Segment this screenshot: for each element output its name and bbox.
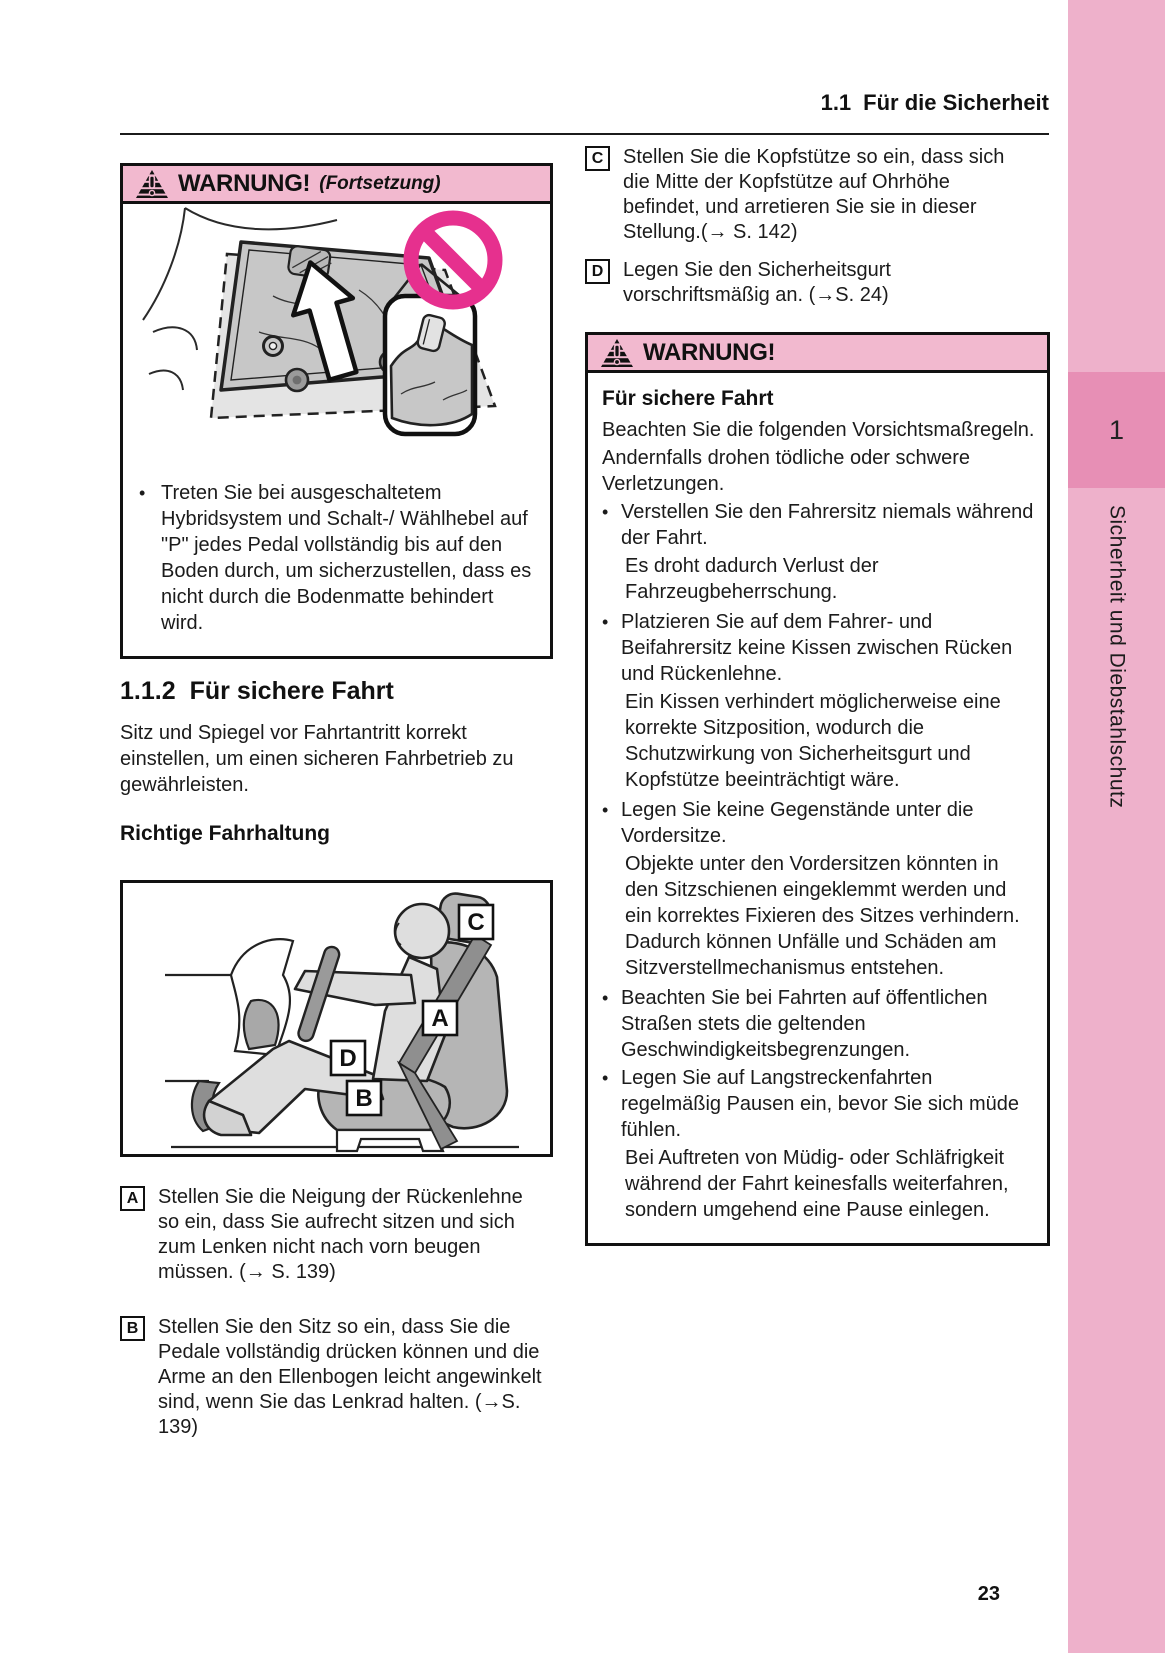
warning-bullet: • Verstellen Sie den Fahrersitz niemals während der Fahrt. bbox=[602, 501, 1034, 549]
chapter-sidebar bbox=[1068, 0, 1165, 1653]
section-title: Für sichere Fahrt bbox=[189, 677, 394, 705]
warning-bullet-detail: Bei Auftreten von Müdig- oder Schläfrigkeit während der Fahrt keinesfalls weiterfahren, sondern umgehend eine Pause einlegen. bbox=[625, 1147, 1009, 1221]
chapter-label: Sicherheit und Diebstahlschutz bbox=[1105, 505, 1129, 809]
item-text-B: Stellen Sie den Sitz so ein, dass Sie die Pedale vollständig drücken können und die Arme an den Ellenbogen leicht angewinkelt sind, wenn Sie das Lenkrad halten. (→S. 139) bbox=[158, 1316, 542, 1438]
warning-triangle-icon bbox=[600, 338, 634, 368]
warning-body bbox=[588, 373, 1047, 1243]
right-column bbox=[585, 145, 1050, 1246]
chapter-number: 1 bbox=[1108, 414, 1125, 445]
section-heading bbox=[120, 677, 553, 706]
page-number: 23 bbox=[977, 1583, 1000, 1605]
warning-header bbox=[588, 335, 1047, 373]
warning-box-safe-driving bbox=[585, 332, 1050, 1246]
item-letter-B: B bbox=[120, 1316, 145, 1341]
label-C: C bbox=[467, 909, 485, 936]
bullet-marker: • bbox=[602, 988, 609, 1008]
item-text-D: Legen Sie den Sicherheitsgurt vorschriftsmäßig an. (→S. 24) bbox=[623, 259, 891, 306]
list-item-C bbox=[585, 145, 1050, 245]
list-item-A bbox=[120, 1185, 553, 1285]
warning-bullet-text: Treten Sie bei ausgeschaltetem Hybridsystem und Schalt-/ Wählhebel auf "P" jedes Pedal vollständig bis auf den Boden durch, um sicherzustellen, dass es nicht durch die Bodenmatte behindert wird. bbox=[161, 482, 532, 634]
warning-title: WARNUNG! bbox=[643, 338, 776, 366]
floor-mat-figure bbox=[123, 204, 550, 456]
left-column bbox=[120, 163, 553, 1440]
warning-subtitle: (Fortsetzung) bbox=[319, 172, 441, 194]
item-letter-C: C bbox=[585, 146, 610, 171]
item-letter-D: D bbox=[585, 259, 610, 284]
section-number: 1.1.2 bbox=[120, 677, 176, 705]
warning-triangle-icon bbox=[135, 169, 169, 199]
warning-subject-heading: Für sichere Fahrt bbox=[602, 387, 774, 410]
warning-title: WARNUNG! bbox=[178, 169, 311, 197]
item-text-C: Stellen Sie die Kopfstütze so ein, dass sich die Mitte der Kopfstütze auf Ohrhöhe befindet, und arretieren Sie sie in dieser Stellung.(→ S. 142) bbox=[623, 146, 1005, 243]
warning-header bbox=[123, 166, 550, 204]
list-item-D bbox=[585, 258, 1050, 308]
bullet-marker: • bbox=[602, 502, 609, 522]
warning-bullet: • Legen Sie keine Gegenstände unter die Vordersitze. bbox=[602, 799, 974, 847]
warning-bullet-detail: Ein Kissen verhindert möglicherweise eine korrekte Sitzposition, wodurch die Schutzwirkung von Sicherheitsgurt und Kopfstütze beeinträchtigt wäre. bbox=[625, 691, 1001, 791]
label-A: A bbox=[431, 1005, 449, 1032]
warning-bullet: • Legen Sie auf Langstreckenfahrten regelmäßig Pausen ein, bevor Sie sich müde fühlen. bbox=[602, 1067, 1019, 1141]
item-text-A: Stellen Sie die Neigung der Rückenlehne so ein, dass Sie aufrecht sitzen und sich zum Lenken nicht nach vorn beugen müssen. (→ S. 139) bbox=[158, 1186, 523, 1283]
label-B: B bbox=[355, 1085, 373, 1112]
warning-paragraph: Beachten Sie die folgenden Vorsichtsmaßregeln. bbox=[602, 419, 1035, 441]
driving-posture-figure bbox=[120, 880, 553, 1157]
subheading-fahrhaltung: Richtige Fahrhaltung bbox=[120, 822, 330, 845]
warning-box-continued bbox=[120, 163, 553, 659]
bullet-marker: • bbox=[602, 800, 609, 820]
warning-paragraph: Andernfalls drohen tödliche oder schwere Verletzungen. bbox=[602, 447, 970, 495]
bullet-marker: • bbox=[139, 483, 146, 503]
floor-mat-illustration bbox=[123, 204, 550, 456]
warning-bullet-detail: Es droht dadurch Verlust der Fahrzeugbeherrschung. bbox=[625, 555, 879, 603]
warning-bullet: • Platzieren Sie auf dem Fahrer- und Beifahrersitz keine Kissen zwischen Rücken und Rückenlehne. bbox=[602, 611, 1013, 685]
warning-bullet bbox=[123, 456, 550, 656]
page-title-number: 1.1 bbox=[820, 90, 852, 115]
inset-detail bbox=[385, 296, 475, 434]
warning-bullet: • Beachten Sie bei Fahrten auf öffentlichen Straßen stets die geltenden Geschwindigkeitsbegrenzungen. bbox=[602, 987, 988, 1061]
warning-bullet-detail: Objekte unter den Vordersitzen könnten in den Sitzschienen eingeklemmt werden und ein korrektes Fixieren des Sitzes verhindern. Dadurch können Unfälle und Schäden am Sitzverstellmechanismus entstehen. bbox=[625, 853, 1020, 979]
page-title-text: Für die Sicherheit bbox=[863, 90, 1049, 115]
item-letter-A: A bbox=[120, 1186, 145, 1211]
list-item-B bbox=[120, 1315, 553, 1440]
section-intro: Sitz und Spiegel vor Fahrtantritt korrekt einstellen, um einen sicheren Fahrbetrieb zu gewährleisten. bbox=[120, 722, 514, 796]
header-rule bbox=[120, 133, 1049, 135]
bullet-marker: • bbox=[602, 1068, 609, 1088]
driving-posture-illustration bbox=[123, 883, 550, 1154]
bullet-marker: • bbox=[602, 612, 609, 632]
page-title bbox=[120, 90, 1049, 116]
label-D: D bbox=[339, 1045, 357, 1072]
chapter-number-badge bbox=[1068, 372, 1165, 488]
